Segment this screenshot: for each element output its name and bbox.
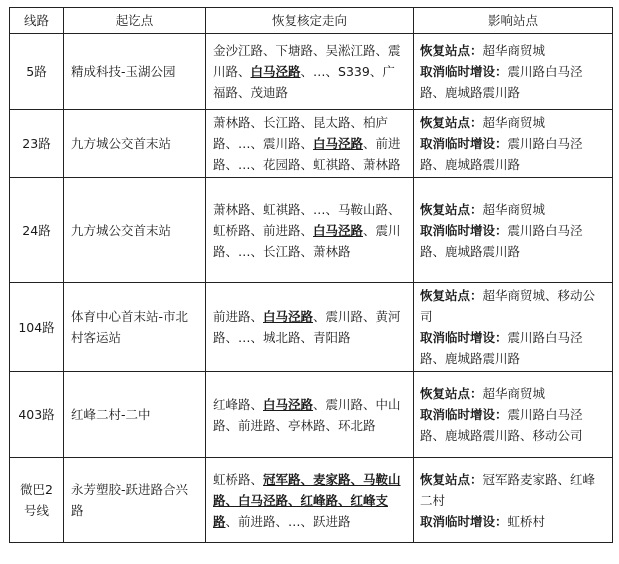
cancel-value: 震川路白马泾路、鹿城路震川路 — [420, 330, 583, 366]
cancel-line — [420, 327, 606, 369]
impact-cell — [414, 178, 613, 283]
table-row — [10, 34, 613, 110]
impact-cell — [414, 283, 613, 372]
endpoints: 九方城公交首末站 — [64, 110, 206, 178]
route-segment: 前进路、 — [213, 309, 264, 324]
route-changed-segment: 白马泾路 — [263, 309, 314, 324]
endpoints: 永芳塑胶-跃进路合兴路 — [64, 458, 206, 543]
route-segment: 、前进路、…、跃进路 — [225, 513, 351, 529]
cancel-value: 震川路白马泾路、鹿城路震川路 — [420, 136, 583, 172]
line-name: 5路 — [10, 34, 64, 110]
restore-label: 恢复站点： — [420, 43, 483, 58]
route-cell — [206, 283, 414, 372]
cancel-label: 取消临时增设： — [420, 222, 508, 238]
cancel-line — [420, 404, 606, 446]
line-name: 微巴2号线 — [10, 458, 64, 543]
route-cell — [206, 372, 414, 458]
header-row — [10, 8, 613, 34]
cancel-value: 震川路白马泾路、鹿城路震川路 — [420, 64, 583, 100]
impact-cell — [414, 34, 613, 110]
route-segment: 虹桥路、 — [213, 471, 264, 487]
table-row — [10, 283, 613, 372]
table-row — [10, 110, 613, 178]
route-cell — [206, 178, 414, 283]
restore-line — [420, 383, 606, 404]
restore-line — [420, 469, 606, 511]
table-row — [10, 458, 613, 543]
endpoints: 精成科技-玉湖公园 — [64, 34, 206, 110]
cancel-line — [420, 133, 606, 175]
cancel-value: 虹桥村 — [507, 513, 546, 529]
endpoints: 体育中心首末站-市北村客运站 — [64, 283, 206, 372]
cancel-value: 震川路白马泾路、鹿城路震川路 — [420, 222, 583, 259]
header-route: 恢复核定走向 — [206, 8, 414, 34]
route-segment: 红峰路、 — [213, 396, 264, 412]
route-segment: 、前进路、…、花园路、虹祺路、萧林路 — [213, 136, 401, 172]
restore-value: 超华商贸城 — [482, 201, 546, 217]
cancel-label: 取消临时增设： — [420, 64, 508, 79]
endpoints: 红峰二村-二中 — [64, 372, 206, 458]
cancel-label: 取消临时增设： — [420, 330, 508, 345]
route-segment: 、震川路、黄河路、…、城北路、青阳路 — [213, 309, 401, 345]
restore-line — [420, 199, 606, 220]
route-changed-segment: 白马泾路 — [313, 136, 364, 151]
impact-cell — [414, 458, 613, 543]
restore-value: 冠军路麦家路、红峰二村 — [420, 471, 596, 508]
impact-cell — [414, 372, 613, 458]
route-changed-segment: 白马泾路 — [263, 396, 314, 412]
route-segment: 金沙江路、下塘路、吴淞江路、震川路、 — [213, 43, 401, 79]
route-segment: 、震川路、中山路、前进路、亭林路、环北路 — [213, 396, 401, 433]
header-endpoints: 起讫点 — [64, 8, 206, 34]
route-segment: 、震川路、…、长江路、萧林路 — [213, 222, 401, 259]
restore-value: 超华商贸城 — [482, 115, 546, 130]
header-line: 线路 — [10, 8, 64, 34]
table-row — [10, 178, 613, 283]
route-cell — [206, 458, 414, 543]
cancel-line — [420, 61, 606, 103]
restore-value: 超华商贸城 — [482, 386, 546, 401]
cancel-label: 取消临时增设： — [420, 136, 508, 151]
restore-line — [420, 40, 606, 61]
line-name: 104路 — [10, 283, 64, 372]
restore-label: 恢复站点： — [420, 288, 483, 303]
route-segment: 萧林路、虹祺路、…、马鞍山路、虹桥路、前进路、 — [213, 201, 401, 238]
route-segment: 、…、S339、广福路、茂迪路 — [213, 64, 395, 100]
restore-label: 恢复站点： — [420, 471, 483, 487]
cancel-label: 取消临时增设： — [420, 407, 508, 422]
restore-line — [420, 285, 606, 327]
route-cell — [206, 110, 414, 178]
restore-value: 超华商贸城 — [482, 43, 546, 58]
route-cell — [206, 34, 414, 110]
cancel-value: 震川路白马泾路、鹿城路震川路、移动公司 — [420, 407, 583, 443]
route-changed-segment: 白马泾路 — [250, 64, 301, 79]
route-segment: 萧林路、长江路、昆太路、柏庐路、…、震川路、 — [213, 115, 389, 151]
impact-cell — [414, 110, 613, 178]
cancel-line — [420, 220, 606, 262]
endpoints: 九方城公交首末站 — [64, 178, 206, 283]
restore-label: 恢复站点： — [420, 386, 483, 401]
table-row — [10, 372, 613, 458]
route-changed-segment: 冠军路、麦家路、马鞍山路、白马泾路、红峰路、红峰支路 — [213, 471, 401, 529]
cancel-line — [420, 511, 606, 532]
restore-label: 恢复站点： — [420, 201, 483, 217]
header-impact: 影响站点 — [414, 8, 613, 34]
line-name: 403路 — [10, 372, 64, 458]
line-name: 24路 — [10, 178, 64, 283]
restore-value: 超华商贸城、移动公司 — [420, 288, 596, 324]
route-changed-segment: 白马泾路 — [313, 222, 364, 238]
cancel-label: 取消临时增设： — [420, 513, 508, 529]
bus-route-table — [9, 7, 613, 543]
restore-line — [420, 112, 606, 133]
line-name: 23路 — [10, 110, 64, 178]
restore-label: 恢复站点： — [420, 115, 483, 130]
